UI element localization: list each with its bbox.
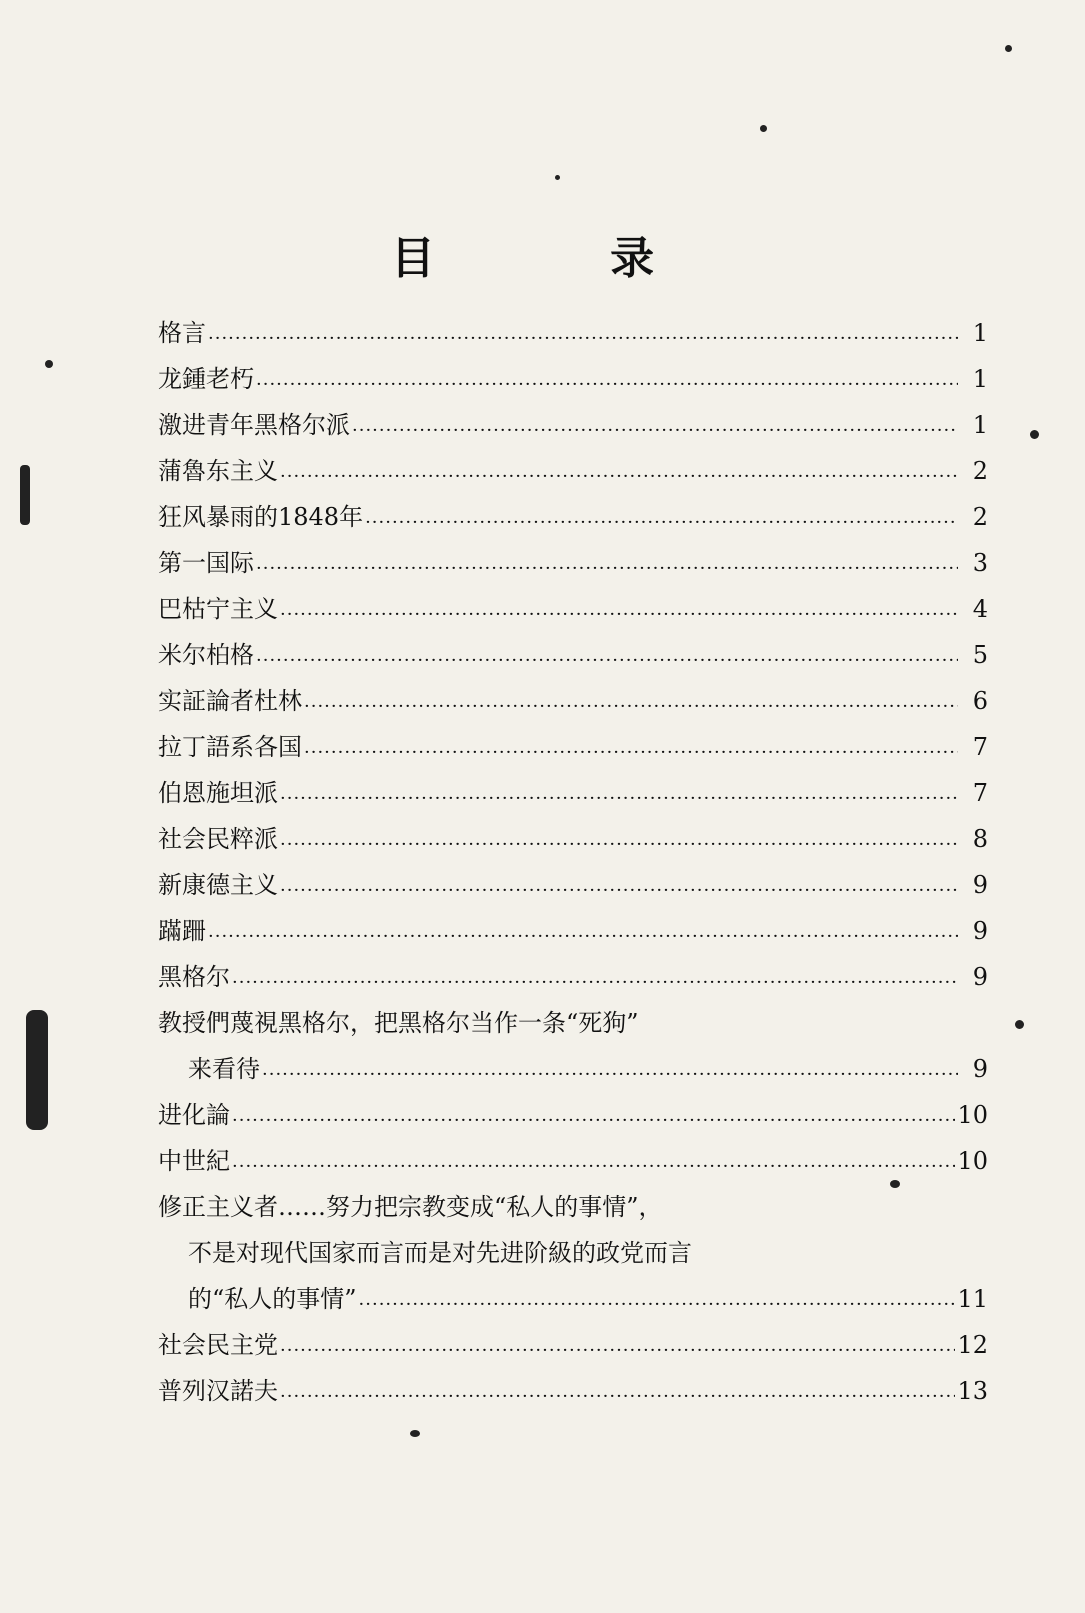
toc-entry-page: 9 xyxy=(972,871,988,899)
toc-entry-page: 3 xyxy=(972,549,988,577)
leader-dots xyxy=(280,1334,955,1368)
toc-entry xyxy=(158,586,988,632)
leader-dots xyxy=(232,1150,955,1184)
toc-entry-line: 修正主义者……努力把宗教变成“私人的事情”， xyxy=(158,1193,663,1221)
toc-entry xyxy=(158,1092,988,1138)
scan-speck xyxy=(410,1430,420,1437)
scan-speck xyxy=(26,1010,48,1130)
toc-entry-label: 第一国际 xyxy=(158,549,254,577)
leader-dots xyxy=(232,1104,955,1138)
toc-entry xyxy=(158,310,988,356)
toc-entry xyxy=(158,1138,988,1184)
toc-entry xyxy=(158,678,988,724)
leader-dots xyxy=(232,966,958,1000)
toc-entry xyxy=(158,816,988,862)
toc-entry-page: 4 xyxy=(972,595,988,623)
toc-entry-label: 龙鍾老朽 xyxy=(158,365,254,393)
leader-dots xyxy=(256,552,958,586)
toc-entry-label: 狂风暴雨的1848年 xyxy=(158,503,364,531)
scan-speck xyxy=(1015,1020,1024,1029)
toc-entry-page: 7 xyxy=(972,779,988,807)
toc-entry-label: 格言 xyxy=(158,319,206,347)
scan-speck xyxy=(1005,45,1012,52)
toc-entry xyxy=(158,540,988,586)
toc-entry-page: 8 xyxy=(972,825,988,853)
leader-dots xyxy=(280,782,958,816)
toc-entry-page: 6 xyxy=(972,687,988,715)
scan-speck xyxy=(555,175,560,180)
scan-speck xyxy=(1030,430,1039,439)
leader-dots xyxy=(359,1288,956,1322)
toc-entry xyxy=(158,1276,988,1322)
toc-entry-page: 5 xyxy=(972,641,988,669)
toc-entry-label: 实証論者杜林 xyxy=(158,687,302,715)
leader-dots xyxy=(304,690,958,724)
toc-entry-label: 社会民主党 xyxy=(158,1331,278,1359)
toc-entry-page: 9 xyxy=(972,963,988,991)
toc-entry-page: 1 xyxy=(972,365,988,393)
leader-dots xyxy=(352,414,958,448)
toc-entry-page: 2 xyxy=(972,457,988,485)
toc-entry-label: 进化論 xyxy=(158,1101,230,1129)
toc-entry xyxy=(158,494,988,540)
toc-entry-label: 激进青年黑格尔派 xyxy=(158,411,350,439)
toc-entry-page: 11 xyxy=(957,1285,988,1313)
toc-entry-label: 黑格尔 xyxy=(158,963,230,991)
toc-entry-label: 蒲魯东主义 xyxy=(158,457,278,485)
toc-entry-label: 普列汉諾夫 xyxy=(158,1377,278,1405)
toc-entry-page: 7 xyxy=(972,733,988,761)
leader-dots xyxy=(280,598,958,632)
toc-entry-page: 12 xyxy=(957,1331,988,1359)
leader-dots xyxy=(280,874,958,908)
toc-entry-label: 来看待 xyxy=(188,1055,260,1083)
toc-entry-page: 9 xyxy=(972,1055,988,1083)
leader-dots xyxy=(256,644,958,678)
scan-speck xyxy=(760,125,767,132)
toc-entry xyxy=(158,356,988,402)
toc-entry xyxy=(158,770,988,816)
toc-entry xyxy=(158,402,988,448)
scan-speck xyxy=(45,360,53,368)
toc-entry-label: 伯恩施坦派 xyxy=(158,779,278,807)
leader-dots xyxy=(304,736,958,770)
toc-entry-label: 拉丁語系各国 xyxy=(158,733,302,761)
leader-dots xyxy=(365,506,958,540)
leader-dots xyxy=(256,368,958,402)
toc-entry-label: 蹣跚 xyxy=(158,917,206,945)
toc-entry xyxy=(158,1368,988,1414)
toc-entry xyxy=(158,1046,988,1092)
toc-entry-line: 教授們蔑視黑格尔，把黑格尔当作一条“死狗” xyxy=(158,1009,639,1037)
toc-entry-label: 巴枯宁主义 xyxy=(158,595,278,623)
toc-entry-label: 社会民粹派 xyxy=(158,825,278,853)
toc-entry-page: 9 xyxy=(972,917,988,945)
toc-entry-page: 10 xyxy=(957,1101,988,1129)
toc-entry-label: 米尔柏格 xyxy=(158,641,254,669)
leader-dots xyxy=(262,1058,958,1092)
table-of-contents xyxy=(158,310,988,1414)
toc-entry xyxy=(158,632,988,678)
leader-dots xyxy=(280,460,958,494)
toc-entry-page: 1 xyxy=(972,319,988,347)
toc-entry-label: 中世紀 xyxy=(158,1147,230,1175)
toc-entry-label: 新康德主义 xyxy=(158,871,278,899)
toc-entry-page: 2 xyxy=(972,503,988,531)
toc-entry xyxy=(158,724,988,770)
toc-entry-page: 13 xyxy=(957,1377,988,1405)
leader-dots xyxy=(208,322,958,356)
leader-dots xyxy=(280,828,958,862)
leader-dots xyxy=(280,1380,955,1414)
toc-entry-page: 10 xyxy=(957,1147,988,1175)
toc-entry-page: 1 xyxy=(972,411,988,439)
toc-entry xyxy=(158,448,988,494)
scan-speck xyxy=(20,465,30,525)
page-title: 目 录 xyxy=(390,233,735,284)
toc-entry xyxy=(158,1322,988,1368)
toc-entry-label: 的“私人的事情” xyxy=(188,1285,357,1313)
toc-entry xyxy=(158,908,988,954)
toc-entry-line: 不是对现代国家而言而是对先进阶級的政党而言 xyxy=(188,1239,692,1267)
leader-dots xyxy=(208,920,958,954)
toc-entry xyxy=(158,862,988,908)
toc-entry xyxy=(158,954,988,1000)
